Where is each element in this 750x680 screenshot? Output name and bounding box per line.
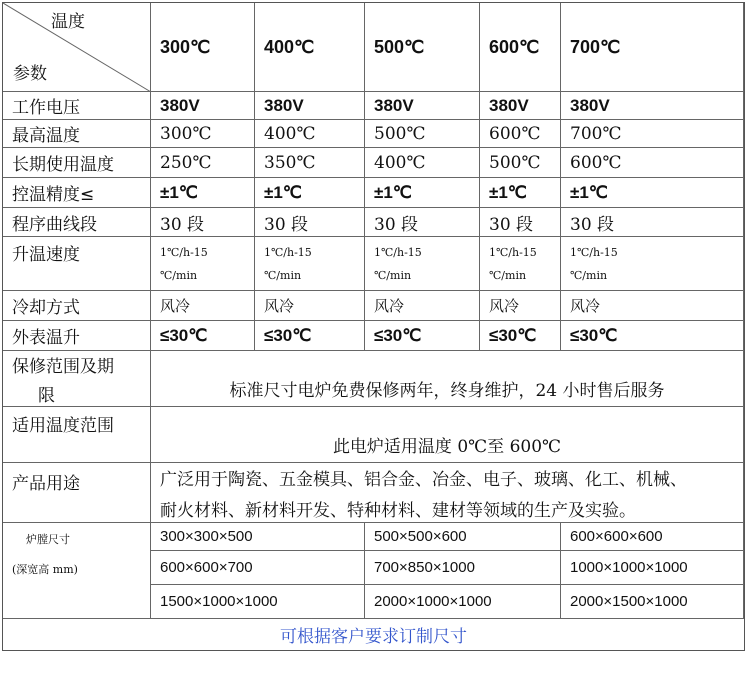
heating-rate-cell [480, 237, 561, 291]
long-term-temp-cell: 250℃ [151, 148, 255, 178]
segments-cell: 30 段 [151, 208, 255, 237]
surface-temp-cell: ≤30℃ [151, 321, 255, 351]
chamber-label-line1: 炉膛尺寸 [26, 533, 70, 546]
chamber-size-cell: 700×850×1000 [365, 551, 561, 585]
warranty-text [151, 351, 744, 407]
row-label-cooling: 冷却方式 [3, 291, 151, 321]
row-label-voltage: 工作电压 [3, 92, 151, 120]
row-label-surface-temp-rise: 外表温升 [3, 321, 151, 351]
cooling-cell: 风冷 [365, 291, 480, 321]
corner-top-label: 温度 [51, 12, 85, 32]
chamber-size-cell: 1000×1000×1000 [561, 551, 744, 585]
row-label-accuracy: 控温精度≤ [3, 178, 151, 208]
usage-text [151, 463, 744, 523]
max-temp-cell: 500℃ [365, 120, 480, 148]
heating-rate-line1: 1℃/h-15 [264, 245, 312, 259]
chamber-size-cell: 2000×1500×1000 [561, 585, 744, 619]
max-temp-cell: 600℃ [480, 120, 561, 148]
row-label-chamber-size [3, 523, 151, 619]
heating-rate-line1: 1℃/h-15 [570, 245, 618, 259]
row-label-max-temp: 最高温度 [3, 120, 151, 148]
max-temp-cell: 300℃ [151, 120, 255, 148]
segments-cell: 30 段 [365, 208, 480, 237]
long-term-temp-cell: 600℃ [561, 148, 744, 178]
spec-table [2, 2, 745, 651]
temp-range-text [151, 407, 744, 463]
heating-rate-line2: ℃/min [374, 268, 412, 282]
heating-rate-cell [561, 237, 744, 291]
row-label-temp-range: 适用温度范围 [3, 407, 151, 463]
chamber-size-cell: 300×300×500 [151, 523, 365, 551]
warranty-label-line1: 保修范围及期 [12, 356, 114, 377]
cooling-cell: 风冷 [561, 291, 744, 321]
segments-cell: 30 段 [561, 208, 744, 237]
custom-size-note: 可根据客户要求订制尺寸 [280, 627, 467, 647]
heating-rate-cell [365, 237, 480, 291]
heating-rate-cell [255, 237, 365, 291]
header-col-300: 300℃ [151, 3, 255, 92]
warranty-label-line2: 限 [38, 385, 55, 406]
segments-cell: 30 段 [480, 208, 561, 237]
cooling-cell: 风冷 [480, 291, 561, 321]
header-col-600: 600℃ [480, 3, 561, 92]
cooling-cell: 风冷 [255, 291, 365, 321]
warranty-text-content: 标准尺寸电炉免费保修两年，终身维护，24 小时售后服务 [229, 381, 665, 401]
voltage-cell: 380V [151, 92, 255, 120]
header-col-400: 400℃ [255, 3, 365, 92]
accuracy-cell: ±1℃ [480, 178, 561, 208]
header-col-700: 700℃ [561, 3, 744, 92]
chamber-label-line2: (深宽高 mm) [12, 563, 78, 576]
accuracy-cell: ±1℃ [561, 178, 744, 208]
max-temp-cell: 700℃ [561, 120, 744, 148]
chamber-size-cell: 600×600×700 [151, 551, 365, 585]
corner-bottom-label: 参数 [13, 64, 47, 84]
corner-header-cell [3, 3, 151, 92]
heating-rate-line1: 1℃/h-15 [374, 245, 422, 259]
chamber-size-cell: 2000×1000×1000 [365, 585, 561, 619]
surface-temp-cell: ≤30℃ [561, 321, 744, 351]
heating-rate-line1: 1℃/h-15 [160, 245, 208, 259]
row-label-warranty [3, 351, 151, 407]
long-term-temp-cell: 400℃ [365, 148, 480, 178]
cooling-cell: 风冷 [151, 291, 255, 321]
segments-cell: 30 段 [255, 208, 365, 237]
heating-rate-cell [151, 237, 255, 291]
accuracy-cell: ±1℃ [255, 178, 365, 208]
usage-line2: 耐火材料、新材料开发、特种材料、建材等领域的生产及实验。 [160, 500, 636, 521]
row-label-usage: 产品用途 [3, 463, 151, 523]
voltage-cell: 380V [480, 92, 561, 120]
accuracy-cell: ±1℃ [365, 178, 480, 208]
voltage-cell: 380V [255, 92, 365, 120]
heating-rate-line2: ℃/min [489, 268, 527, 282]
heating-rate-line2: ℃/min [570, 268, 608, 282]
chamber-size-cell: 600×600×600 [561, 523, 744, 551]
voltage-cell: 380V [365, 92, 480, 120]
long-term-temp-cell: 350℃ [255, 148, 365, 178]
heating-rate-line2: ℃/min [264, 268, 302, 282]
max-temp-cell: 400℃ [255, 120, 365, 148]
row-label-long-term-temp: 长期使用温度 [3, 148, 151, 178]
row-label-heating-rate: 升温速度 [3, 237, 151, 291]
usage-line1: 广泛用于陶瓷、五金模具、铝合金、冶金、电子、玻璃、化工、机械、 [160, 469, 687, 490]
long-term-temp-cell: 500℃ [480, 148, 561, 178]
heating-rate-line2: ℃/min [160, 268, 198, 282]
surface-temp-cell: ≤30℃ [365, 321, 480, 351]
chamber-size-cell: 500×500×600 [365, 523, 561, 551]
temp-range-text-content: 此电炉适用温度 0℃至 600℃ [332, 437, 562, 457]
chamber-size-cell: 1500×1000×1000 [151, 585, 365, 619]
surface-temp-cell: ≤30℃ [480, 321, 561, 351]
voltage-cell: 380V [561, 92, 744, 120]
header-col-500: 500℃ [365, 3, 480, 92]
surface-temp-cell: ≤30℃ [255, 321, 365, 351]
accuracy-cell: ±1℃ [151, 178, 255, 208]
row-label-program-segments: 程序曲线段 [3, 208, 151, 237]
heating-rate-line1: 1℃/h-15 [489, 245, 537, 259]
